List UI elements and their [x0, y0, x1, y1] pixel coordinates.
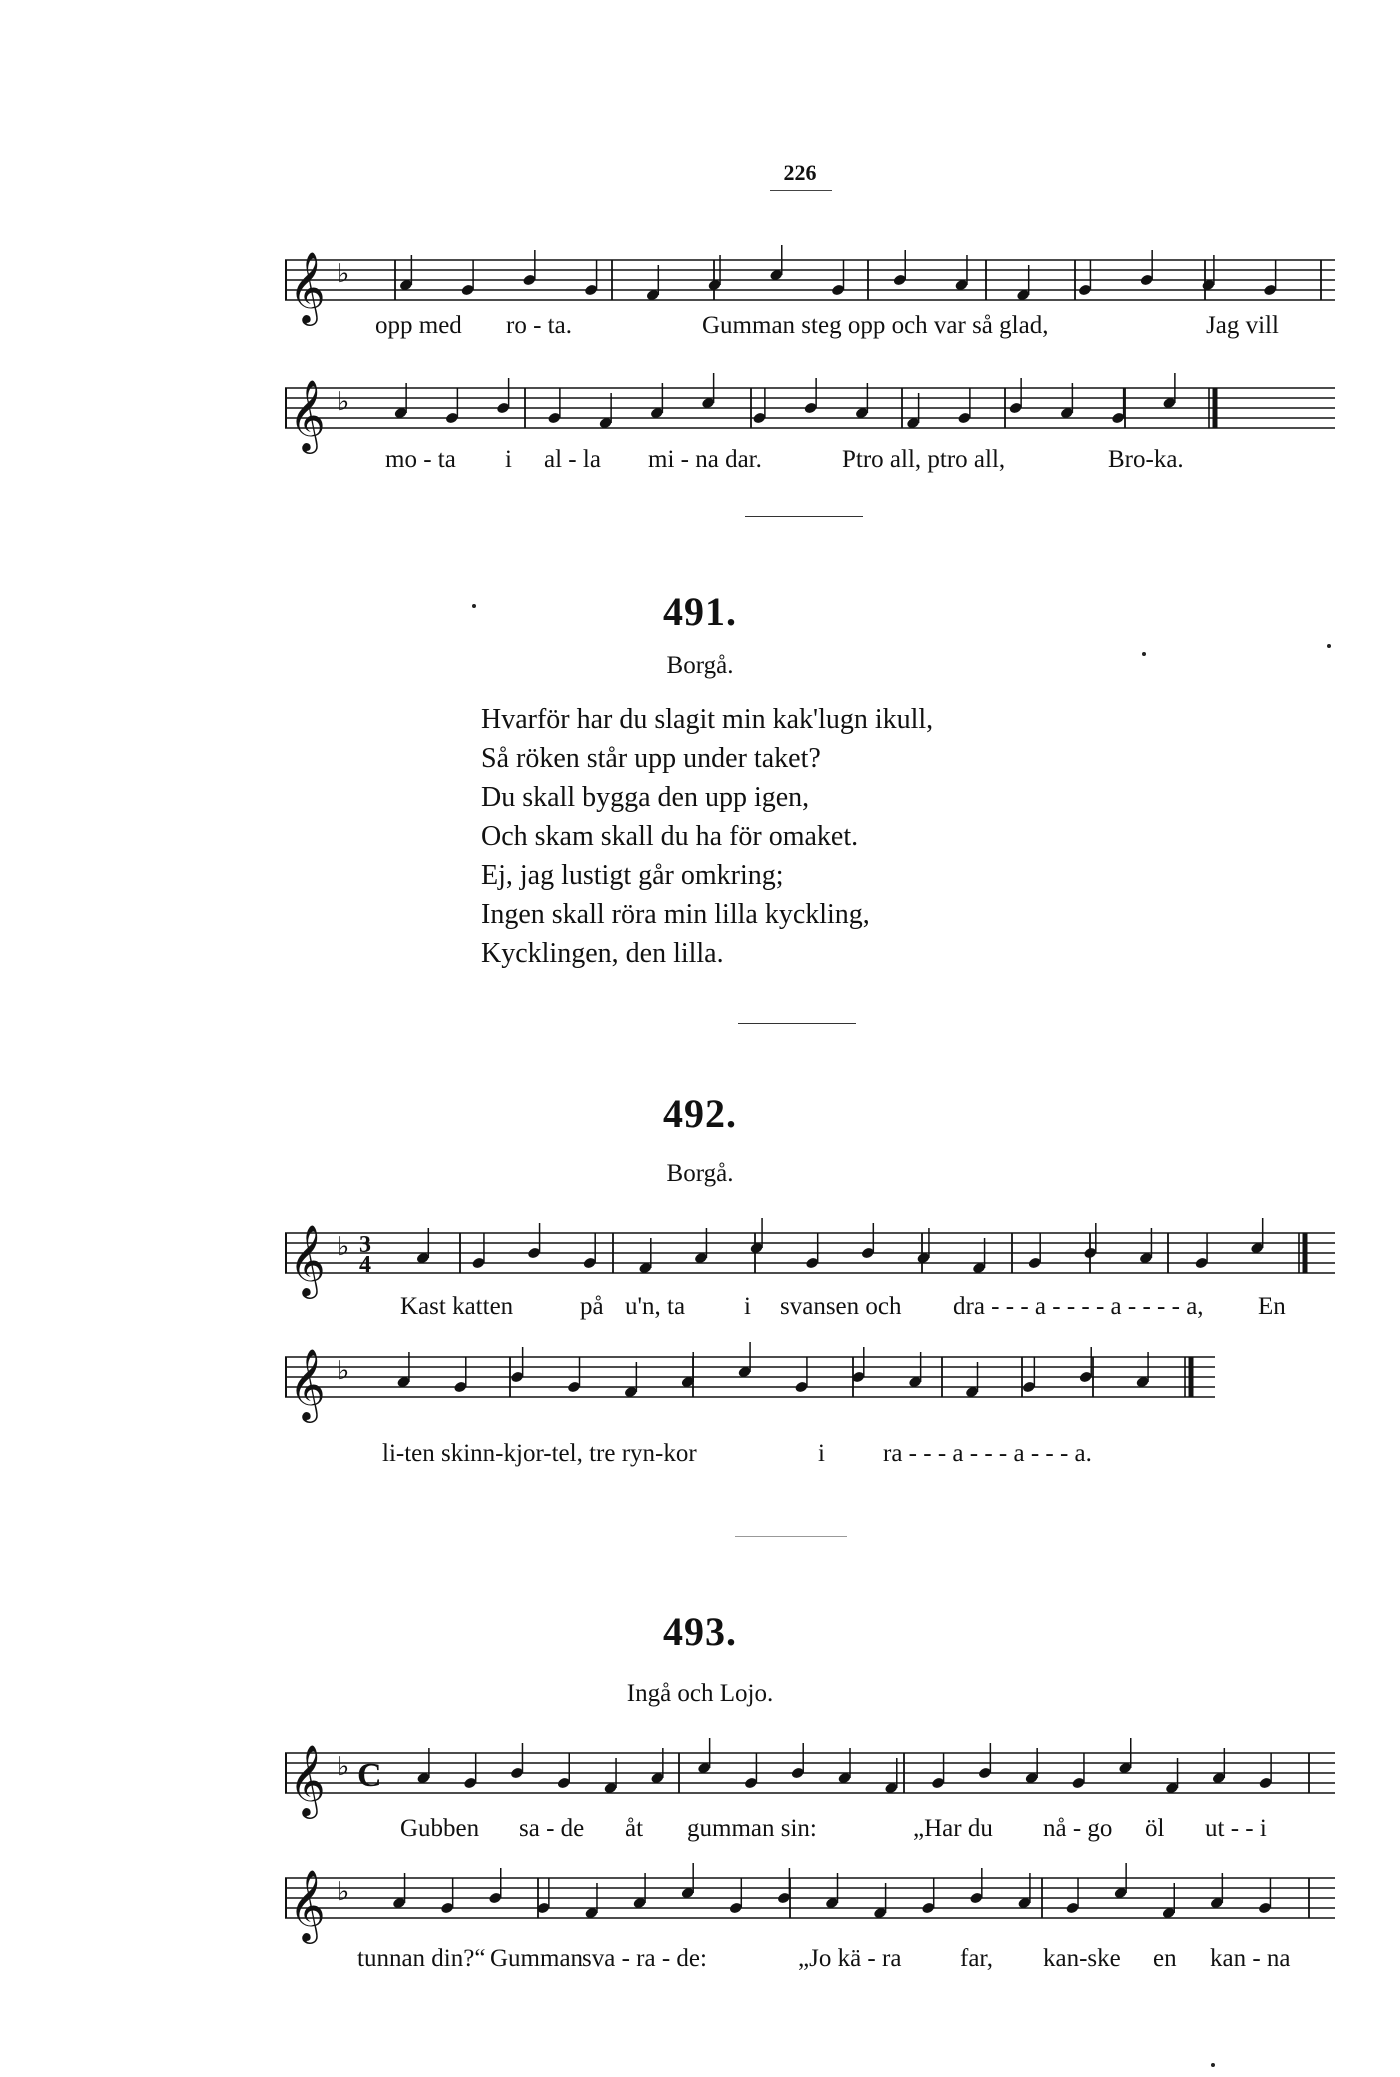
song-place: Borgå.	[666, 652, 734, 679]
treble-clef-icon: 𝄞	[289, 378, 326, 451]
lyric-word: öl	[1145, 1815, 1165, 1842]
lyric-word: Bro-ka.	[1108, 446, 1184, 473]
treble-clef-icon: 𝄞	[289, 1223, 326, 1296]
lyric-word: En	[1258, 1293, 1286, 1320]
lyric-word: ut - - i	[1205, 1815, 1267, 1842]
flat-icon: ♭	[337, 1356, 350, 1386]
lyric-word: „Jo kä - ra	[798, 1945, 902, 1972]
lyric-word: kan - na	[1210, 1945, 1291, 1972]
lyric-word: ra - - - a - - - a - - - a.	[883, 1440, 1092, 1467]
lyric-word: Ptro all, ptro all,	[842, 446, 1006, 473]
lyric-word: Jag vill	[1206, 312, 1279, 339]
song-place: Borgå.	[666, 1160, 734, 1187]
page-number: 226	[783, 160, 817, 185]
lyric-word: gumman sin:	[687, 1815, 817, 1842]
section-divider	[745, 516, 863, 517]
lyric-word: Gubben	[400, 1815, 480, 1842]
page-number-rule	[770, 190, 832, 191]
song-text	[481, 700, 933, 973]
song-number: 493.	[663, 1609, 737, 1654]
lyric-word: svansen och	[780, 1293, 902, 1320]
lyric-word: al - la	[544, 446, 601, 473]
verse-line: Du skall bygga den upp igen,	[481, 782, 810, 813]
lyric-word: sva - ra - de:	[582, 1945, 707, 1972]
verse-line: Och skam skall du ha för omaket.	[481, 821, 859, 852]
lyric-word: ro - ta.	[506, 312, 572, 339]
music-staff	[285, 1337, 1215, 1437]
song-number: 492.	[663, 1091, 737, 1136]
verse-line: Ej, jag lustigt går omkring;	[481, 860, 784, 891]
common-time-icon: C	[357, 1757, 382, 1794]
verse-line: Kycklingen, den lilla.	[481, 938, 724, 969]
stray-mark	[1142, 652, 1146, 656]
section-divider	[735, 1536, 847, 1537]
lyric-word: i	[505, 446, 512, 473]
lyric-word: i	[818, 1440, 825, 1467]
stray-mark	[1327, 644, 1331, 648]
lyric-word: kan-ske	[1043, 1945, 1121, 1972]
lyric-word: „Har du	[913, 1815, 993, 1842]
lyric-word: u'n, ta	[625, 1293, 686, 1320]
flat-icon: ♭	[337, 387, 350, 417]
treble-clef-icon: 𝄞	[289, 1743, 326, 1816]
flat-icon: ♭	[337, 1752, 350, 1782]
treble-clef-icon: 𝄞	[289, 250, 326, 323]
lyric-word: dra - - - a - - - - a - - - - a,	[953, 1293, 1204, 1320]
lyric-word: i	[744, 1293, 751, 1320]
lyric-word: åt	[625, 1815, 644, 1842]
song-place: Ingå och Lojo.	[626, 1680, 774, 1707]
time-signature-top: 3	[359, 1232, 371, 1258]
lyric-word: tunnan din?“	[357, 1945, 486, 1972]
lyric-word: opp med	[375, 312, 462, 339]
lyric-word: mi - na dar.	[648, 446, 762, 473]
lyric-word: sa - de	[519, 1815, 585, 1842]
treble-clef-icon: 𝄞	[289, 1868, 326, 1941]
lyric-word: mo - ta	[385, 446, 456, 473]
lyric-word: Gumman	[490, 1945, 584, 1972]
stray-mark	[1211, 2063, 1215, 2067]
treble-clef-icon: 𝄞	[289, 1347, 326, 1420]
flat-icon: ♭	[337, 259, 350, 289]
lyric-word: på	[580, 1293, 604, 1320]
lyric-word: Kast katten	[400, 1293, 514, 1320]
lyric-word: li-ten skinn-kjor-tel, tre ryn-kor	[382, 1440, 697, 1467]
flat-icon: ♭	[337, 1877, 350, 1907]
music-staff	[285, 1858, 1335, 1958]
lyric-word: far,	[960, 1945, 993, 1972]
lyric-word: nå - go	[1043, 1815, 1113, 1842]
lyric-word: Gumman steg opp och var så glad,	[702, 312, 1049, 339]
verse-line: Hvarför har du slagit min kak'lugn ikull,	[481, 704, 934, 735]
section-divider	[738, 1023, 856, 1024]
verse-line: Ingen skall röra min lilla kyckling,	[481, 899, 870, 930]
flat-icon: ♭	[337, 1232, 350, 1262]
stray-mark	[472, 604, 476, 608]
time-signature-bottom: 4	[359, 1252, 371, 1278]
song-number: 491.	[663, 589, 737, 634]
verse-line: Så röken står upp under taket?	[481, 743, 821, 774]
lyric-word: en	[1153, 1945, 1177, 1972]
